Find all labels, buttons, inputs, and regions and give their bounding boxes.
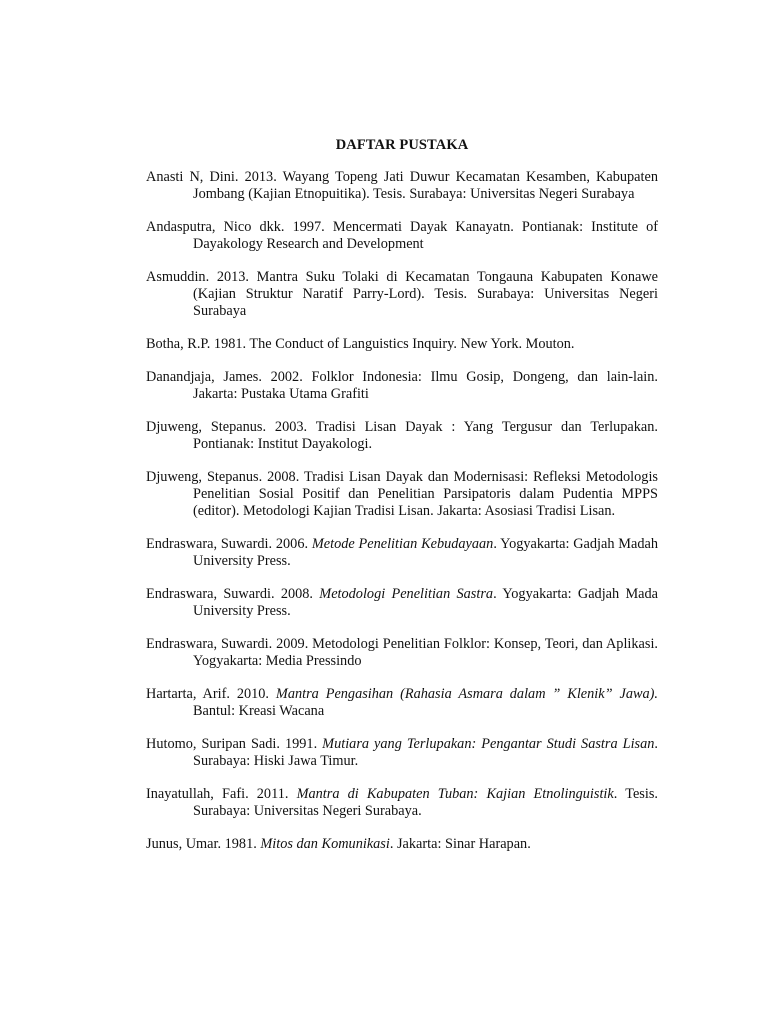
page-title: DAFTAR PUSTAKA bbox=[335, 137, 469, 153]
reference-title: Mantra Pengasihan (Rahasia Asmara dalam ” Klenik” Jawa). bbox=[275, 686, 658, 702]
reference-entry: Asmuddin. 2013. Mantra Suku Tolaki di Kecamatan Tongauna Kabupaten Konawe (Kajian Struktur Naratif Parry-Lord). Tesis. Surabaya: Universitas Negeri Surabaya bbox=[146, 269, 658, 319]
reference-entry: Inayatullah, Fafi. 2011. Mantra di Kabupaten Tuban: Kajian Etnolinguistik. Tesis. Surabaya: Universitas Negeri Surabaya. bbox=[146, 786, 658, 819]
reference-entry: Endraswara, Suwardi. 2006. Metode Penelitian Kebudayaan. Yogyakarta: Gadjah Madah University Press. bbox=[146, 536, 658, 569]
bibliography-page bbox=[146, 136, 658, 869]
reference-title: Mitos dan Komunikasi bbox=[260, 836, 390, 852]
reference-entry: Djuweng, Stepanus. 2008. Tradisi Lisan Dayak dan Modernisasi: Refleksi Metodologis Penelitian Sosial Positif dan Penelitian Parsipatoris dalam Pudentia MPPS (editor). Metodologi Kajian Tradisi Lisan. Jakarta: Asosiasi Tradisi Lisan. bbox=[146, 469, 658, 519]
reference-entry: Danandjaja, James. 2002. Folklor Indonesia: Ilmu Gosip, Dongeng, dan lain-lain. Jakarta: Pustaka Utama Grafiti bbox=[146, 369, 658, 402]
reference-entry: Endraswara, Suwardi. 2008. Metodologi Penelitian Sastra. Yogyakarta: Gadjah Mada University Press. bbox=[146, 586, 658, 619]
reference-title: Metodologi Penelitian Sastra bbox=[319, 586, 494, 602]
reference-entry: Hutomo, Suripan Sadi. 1991. Mutiara yang Terlupakan: Pengantar Studi Sastra Lisan. Surabaya: Hiski Jawa Timur. bbox=[146, 736, 658, 769]
reference-title: Mutiara yang Terlupakan: Pengantar Studi Sastra Lisan bbox=[322, 736, 655, 752]
reference-entry: Junus, Umar. 1981. Mitos dan Komunikasi. Jakarta: Sinar Harapan. bbox=[146, 836, 531, 852]
reference-entry: Anasti N, Dini. 2013. Wayang Topeng Jati Duwur Kecamatan Kesamben, Kabupaten Jombang (Kajian Etnopuitika). Tesis. Surabaya: Universitas Negeri Surabaya bbox=[146, 169, 658, 202]
reference-entry: Endraswara, Suwardi. 2009. Metodologi Penelitian Folklor: Konsep, Teori, dan Aplikasi. Yogyakarta: Media Pressindo bbox=[146, 636, 658, 669]
reference-entry: Botha, R.P. 1981. The Conduct of Languistics Inquiry. New York. Mouton. bbox=[146, 336, 575, 352]
reference-entry: Hartarta, Arif. 2010. Mantra Pengasihan (Rahasia Asmara dalam ” Klenik” Jawa). Bantul: Kreasi Wacana bbox=[146, 686, 658, 719]
reference-title: Metode Penelitian Kebudayaan bbox=[311, 536, 494, 552]
reference-entry: Djuweng, Stepanus. 2003. Tradisi Lisan Dayak : Yang Tergusur dan Terlupakan. Pontianak: Institut Dayakologi. bbox=[146, 419, 658, 452]
reference-title: Mantra di Kabupaten Tuban: Kajian Etnolinguistik bbox=[296, 786, 614, 802]
reference-entry: Andasputra, Nico dkk. 1997. Mencermati Dayak Kanayatn. Pontianak: Institute of Dayakology Research and Development bbox=[146, 219, 658, 252]
